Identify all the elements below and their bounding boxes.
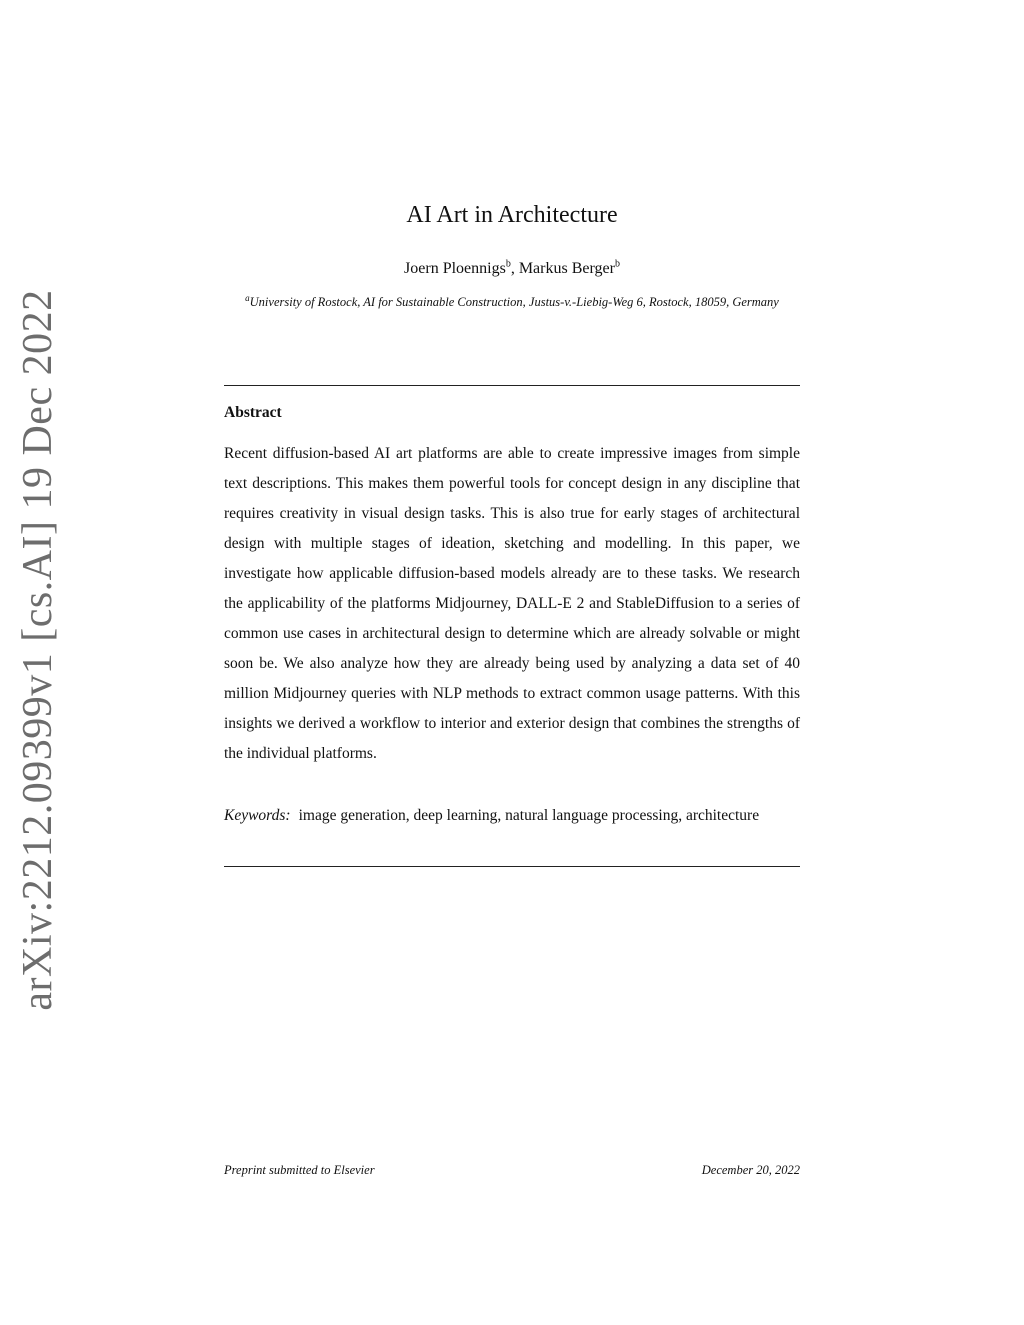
paper-title: AI Art in Architecture — [406, 202, 618, 228]
author-name: Markus Berger — [518, 260, 615, 277]
abstract-body: Recent diffusion-based AI art platforms are able to create impressive images from simple text descriptions. This makes them powerful tools for concept design in any discipline that requires creativity in visual design tasks. This is also true for early stages of architectural design with multiple stages of ideation, sketching and modelling. In this paper, we investigate how applicable diffusion-based models already are to these tasks. We research the applicability of the platforms Midjourney, DALL-E 2 and StableDiffusion to a series of common use cases in architectural design to determine which are already solvable or might soon be. We also analyze how they are already being used by analyzing a data set of 40 million Midjourney queries with NLP methods to extract common usage patterns. With this insights we derived a workflow to interior and exterior design that combines the strengths of the individual platforms. — [224, 445, 800, 762]
abstract-heading: Abstract — [224, 404, 282, 421]
author-separator: , — [510, 260, 519, 277]
author-list — [0, 260, 1024, 278]
author-affiliation-mark: b — [505, 258, 511, 270]
affiliation-text: University of Rostock, AI for Sustainable Construction, Justus-v.-Liebig-Weg 6, Rostock, 18059, Germany — [249, 295, 779, 309]
footer-date: December 20, 2022 — [701, 1163, 800, 1177]
abstract-bottom-rule — [224, 866, 800, 867]
affiliation — [224, 294, 800, 311]
affiliation-mark: a — [245, 292, 250, 303]
keywords — [224, 801, 800, 831]
abstract-top-rule — [224, 385, 800, 386]
author-affiliation-mark: b — [614, 258, 620, 270]
footer-preprint-note: Preprint submitted to Elsevier — [224, 1163, 375, 1177]
keywords-label: Keywords: — [224, 807, 291, 824]
author-name: Joern Ploennigs — [404, 260, 506, 277]
keywords-text: image generation, deep learning, natural language processing, architecture — [298, 807, 760, 824]
arxiv-identifier-stamp: arXiv:2212.09399v1 [cs.AI] 19 Dec 2022 — [15, 289, 61, 1011]
